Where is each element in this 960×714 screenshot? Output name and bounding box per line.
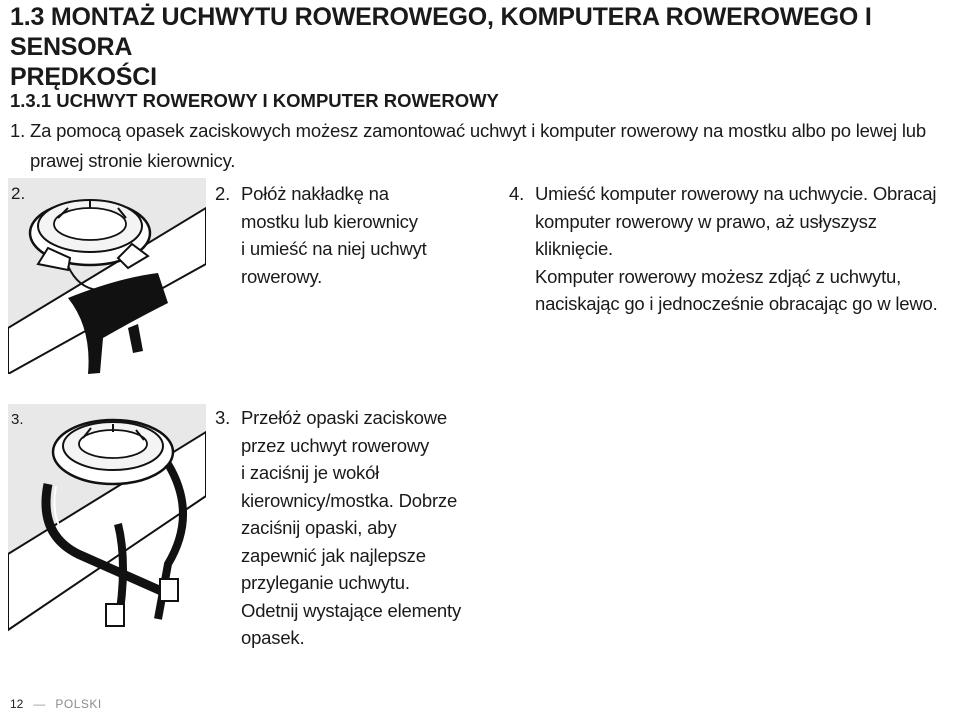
step-4-line: Umieść komputer rowerowy na uchwycie. Obracaj [535,183,937,204]
intro-paragraph [10,116,950,176]
step-4-line: Komputer rowerowy możesz zdjąć z uchwytu, [535,265,902,287]
intro-line1: Za pomocą opasek zaciskowych możesz zamontować uchwyt i komputer rowerowy na mostku albo po lewej lub [30,120,926,141]
step-2-line: rowerowy. [241,265,323,287]
footer-language: POLSKI [55,697,102,711]
step-3-line: Odetnij wystające elementy [241,599,461,621]
step-3-number: 3. [215,407,231,428]
step-2-line: mostku lub kierownicy [241,210,418,232]
intro-line2: prawej stronie kierownicy. [30,150,236,171]
section-title [10,2,950,92]
step-3-line: i zaciśnij je wokół [241,462,380,483]
step-3-line: kierownicy/mostka. Dobrze [241,489,458,511]
section-title-line1: 1.3 MONTAŻ UCHWYTU ROWEROWEGO, KOMPUTERA ROWEROWEGO I SENSORA [10,3,872,61]
subsection-title: 1.3.1 UCHWYT ROWEROWY I KOMPUTER ROWEROWY [10,90,499,111]
figure-3 [8,404,206,648]
page-footer [10,696,102,712]
figure-3-label: 3. [11,411,24,428]
step-4-line: komputer rowerowy w prawo, aż usłyszysz kliknięcie. [535,210,877,259]
step-4-number: 4. [509,183,525,204]
figure-2 [8,178,206,374]
intro-number: 1. [10,120,26,141]
step-2-number: 2. [215,183,231,204]
figure-2-label: 2. [11,184,26,203]
section-title-line2: PRĘDKOŚCI [10,63,157,91]
step-3-line: Przełóż opaski zaciskowe [241,407,447,428]
step-3-line: przyleganie uchwytu. [241,572,410,593]
step-3-line: zaciśnij opaski, aby [241,517,397,538]
step-3 [215,404,495,652]
step-2-line: Połóż nakładkę na [241,183,389,204]
mount-on-handlebar-illustration [8,178,206,374]
page-number: 12 [10,697,24,711]
step-2-line: i umieść na niej uchwyt [241,238,427,259]
step-3-line: zapewnić jak najlepsze [241,544,426,566]
step-4 [509,180,954,318]
footer-dash: — [33,697,46,711]
step-4-line: naciskając go i jednocześnie obracając go w lewo. [535,293,938,314]
step-3-line: przez uchwyt rowerowy [241,434,430,456]
step-3-line: opasek. [241,627,305,648]
zip-ties-illustration [8,404,206,648]
step-2 [215,180,485,290]
